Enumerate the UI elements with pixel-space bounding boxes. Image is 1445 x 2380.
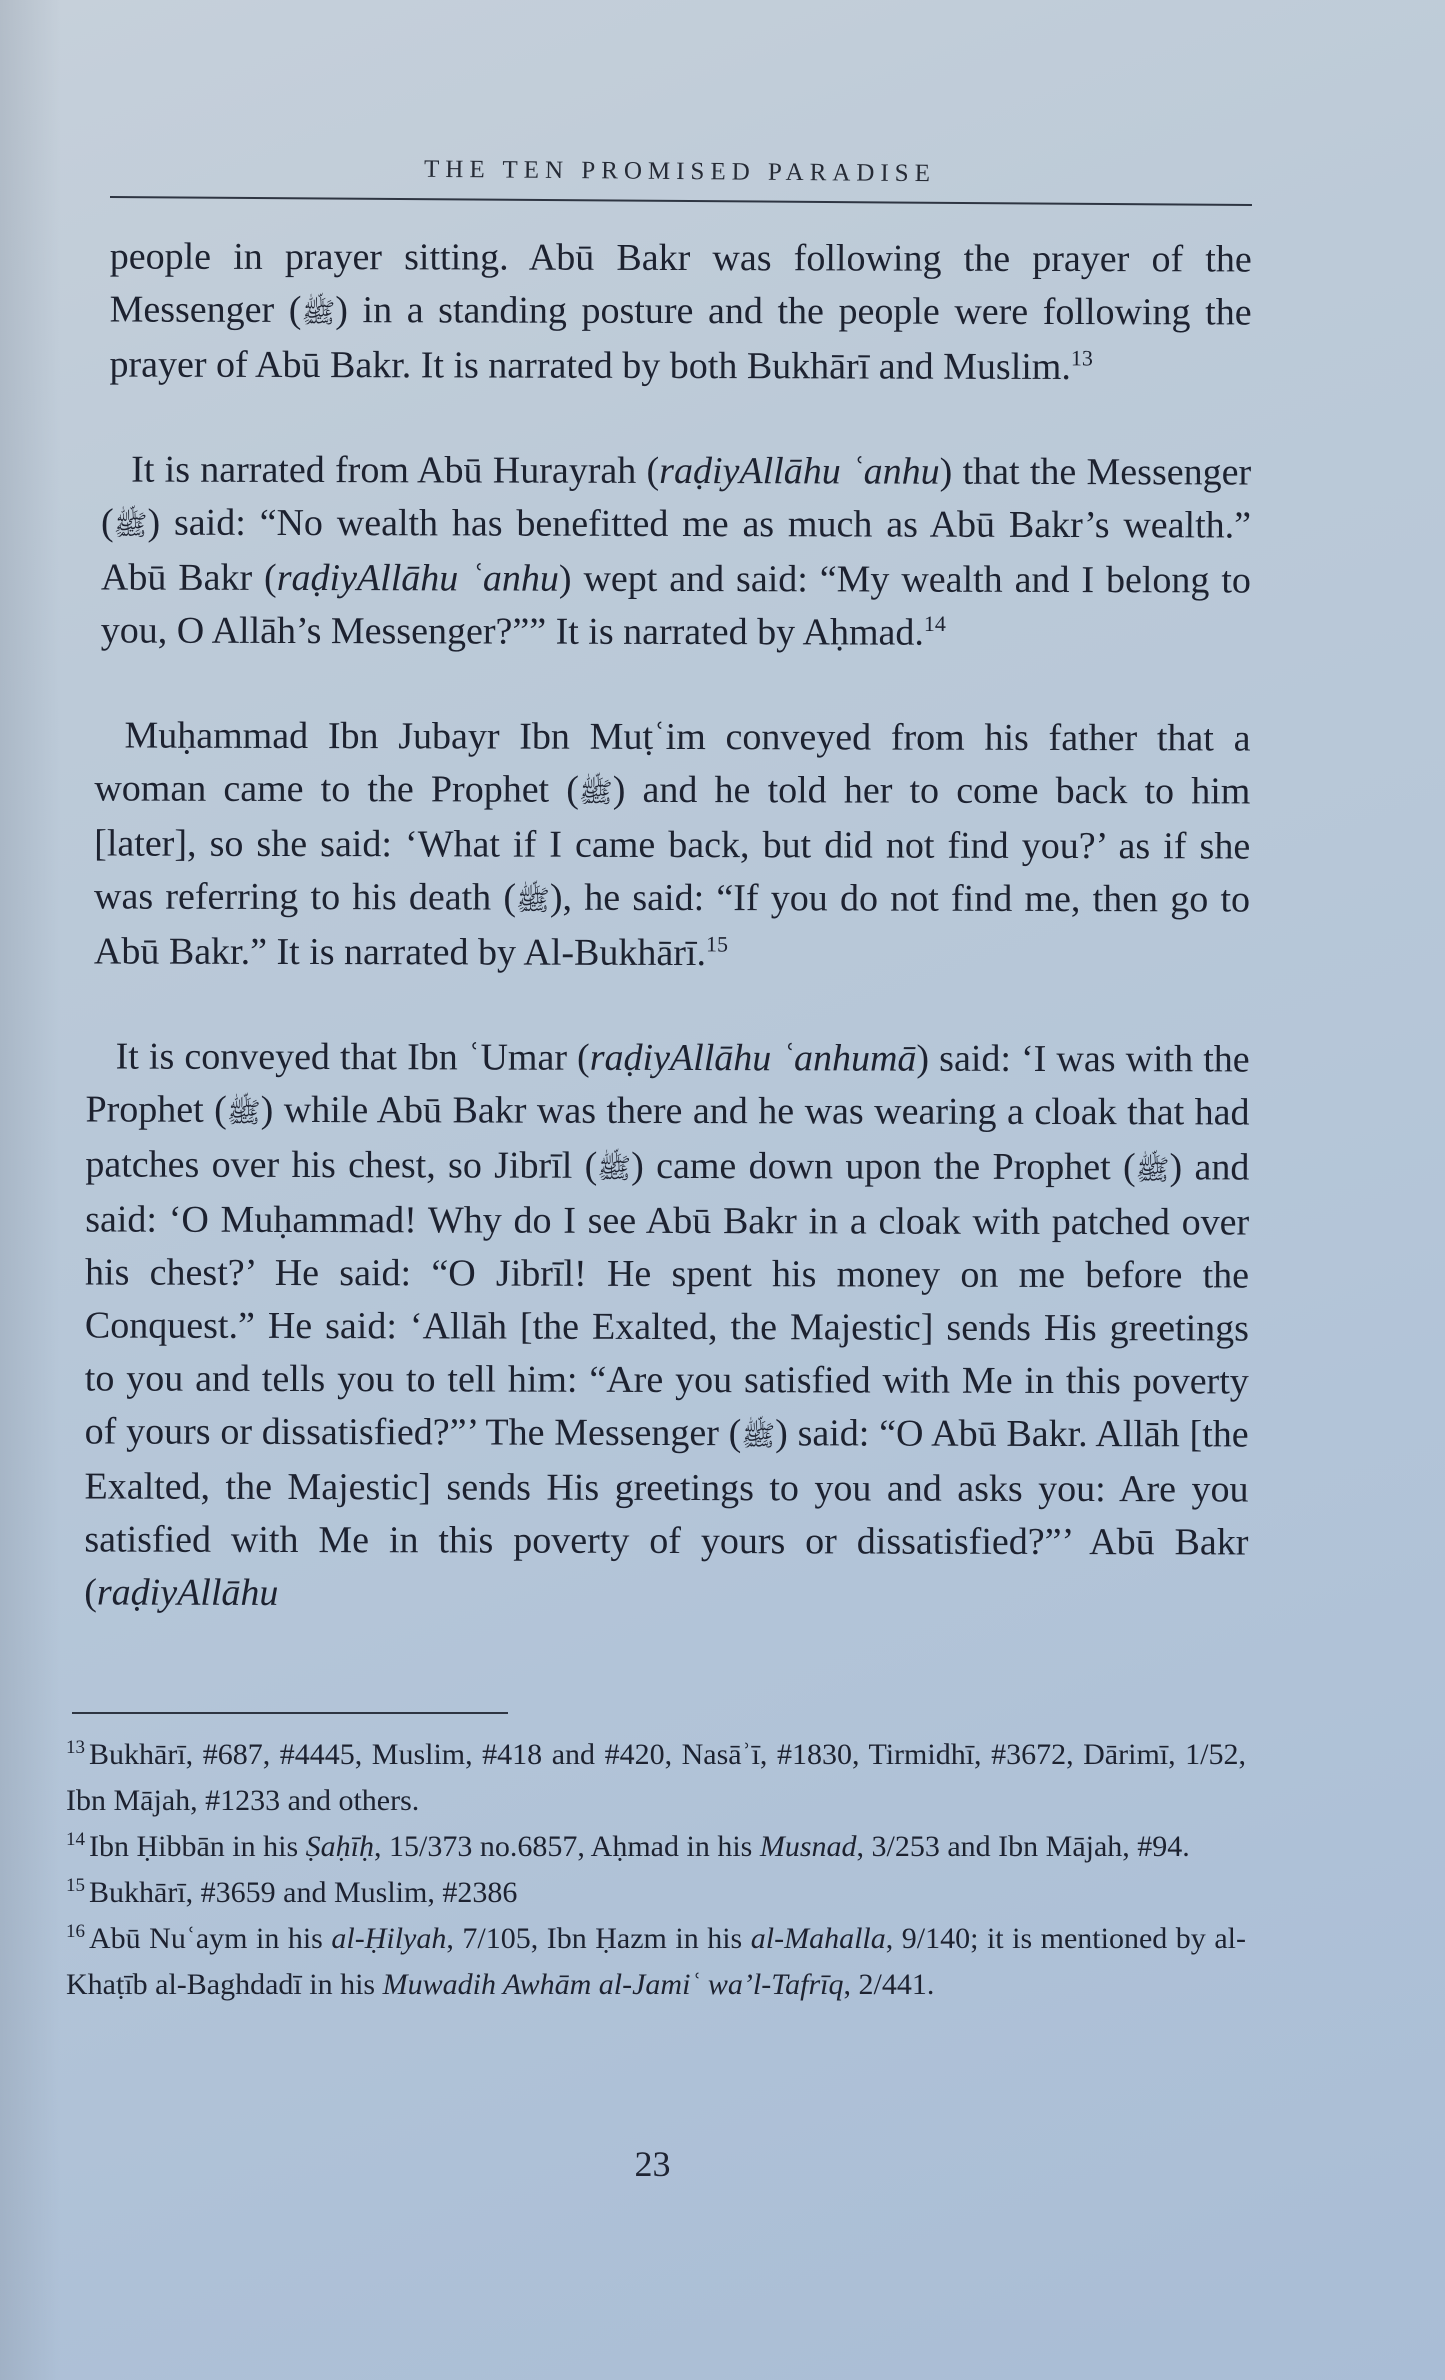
italic-term: raḍiyAllāhu ʿanhu (276, 556, 559, 600)
footnote-number: 15 (66, 1875, 85, 1896)
italic-term: raḍiyAllāhu ʿanhu (659, 449, 940, 493)
paragraph: people in prayer sitting. Abū Bakr was following the prayer of the Messenger (ﷺ) in a standing posture and the people were following the prayer of Abū Bakr. It is narrated by both Bukhārī and Muslim.$^{13}$ (109, 235, 1252, 389)
salutation-icon: ﷺ (1135, 1153, 1170, 1187)
page-gutter-shadow (0, 0, 60, 2380)
salutation-icon: ﷺ (226, 1095, 261, 1129)
footnote-reference[interactable]: 13 (1070, 345, 1093, 371)
paragraph: It is conveyed that Ibn ʿUmar (raḍiyAllāhu ʿanhumā) said: ‘I was with the Prophet (ﷺ) while Abū Bakr was there and he was wearing a cloak that had patches over his chest, so Jibrīl (ﷺ) came down upon the Prophet (ﷺ) and said: ‘O Muḥammad! Why do I see Abū Bakr in a cloak with patched over his chest?’ He said: “O Jibrīl! He spent his money on me before the Conquest.” He said: ‘Allāh [the Exalted, the Majestic] sends His greetings to you and tells you to tell him: “Are you satisfied with Me in this poverty of yours or dissatisfied?”’ The Messenger (ﷺ) said: “O Abū Bakr. Allāh [the Exalted, the Majestic] sends His greetings to you and asks you: Are you satisfied with Me in this poverty of yours or dissatisfied?”’ Abū Bakr (raḍiyAllāhu (84, 1035, 1250, 1614)
footnote-reference[interactable]: 14 (923, 610, 946, 637)
italic-term: al-Mahalla (750, 1922, 886, 1955)
header-rule (110, 196, 1252, 206)
salutation-icon: ﷺ (741, 1419, 776, 1453)
running-head: THE TEN PROMISED PARADISE (423, 155, 937, 188)
paragraph: Muḥammad Ibn Jubayr Ibn Muṭʿim conveyed from his father that a woman came to the Prophet (ﷺ) and he told her to come back to him [later], so she said: ‘What if I came back, but did not find you?’ as if she was referring to his death (ﷺ), he said: “If you do not find me, then go to Abū Bakr.” It is narrated by Al-Bukhārī.$^{15}$ (93, 714, 1251, 975)
italic-term: raḍiyAllāhu (96, 1571, 279, 1614)
italic-term: Muwadih Awhām al-Jamiʿ wa’l-Tafrīq (382, 1968, 844, 2001)
salutation-icon: ﷺ (113, 508, 148, 542)
paragraph: It is narrated from Abū Hurayrah (raḍiyAllāhu ʿanhu) that the Messenger (ﷺ) said: “No wealth has benefitted me as much as Abū Bakr’s wealth.” Abū Bakr (raḍiyAllāhu ʿanhu) wept and said: “My wealth and I belong to you, O Allāh’s Messenger?”” It is narrated by Aḥmad.$^{14}$ (100, 448, 1252, 654)
footnote: $^{16}$ Abū Nuʿaym in his al-Ḥilyah, 7/105, Ibn Ḥazm in his al-Mahalla, 9/140; it is mentioned by al-Khaṭīb al-Baghdadī in his Muwadih Awhām al-Jamiʿ wa’l-Tafrīq, 2/441. (66, 1921, 1246, 2001)
italic-term: Ṣaḥīḥ (305, 1830, 374, 1863)
salutation-icon: ﷺ (578, 775, 613, 809)
salutation-icon: ﷺ (597, 1151, 632, 1185)
footnote-reference[interactable]: 15 (706, 931, 729, 957)
footnote: $^{15}$ Bukhārī, #3659 and Muslim, #2386 (66, 1875, 518, 1909)
body-text (84, 230, 1252, 1622)
italic-term: raḍiyAllāhu ʿanhumā (589, 1036, 917, 1080)
footnote-number: 14 (66, 1829, 85, 1850)
footnote: $^{13}$ Bukhārī, #687, #4445, Muslim, #418 and #420, Nasāʾī, #1830, Tirmidhī, #3672, Dārimī, 1/52, Ibn Mājah, #1233 and others. (66, 1737, 1246, 1817)
footnotes (66, 1732, 1246, 2008)
italic-term: al-Ḥilyah (331, 1922, 447, 1955)
footnote: $^{14}$ Ibn Ḥibbān in his Ṣaḥīḥ, 15/373 no.6857, Aḥmad in his Musnad, 3/253 and Ibn Mājah, #94. (66, 1829, 1190, 1863)
footnote-separator (72, 1712, 508, 1714)
italic-term: Musnad (759, 1830, 857, 1863)
page-number: 23 (634, 2144, 671, 2184)
footnote-number: 13 (66, 1737, 85, 1758)
salutation-icon: ﷺ (301, 296, 336, 330)
salutation-icon: ﷺ (516, 883, 550, 917)
footnote-number: 16 (66, 1921, 85, 1942)
